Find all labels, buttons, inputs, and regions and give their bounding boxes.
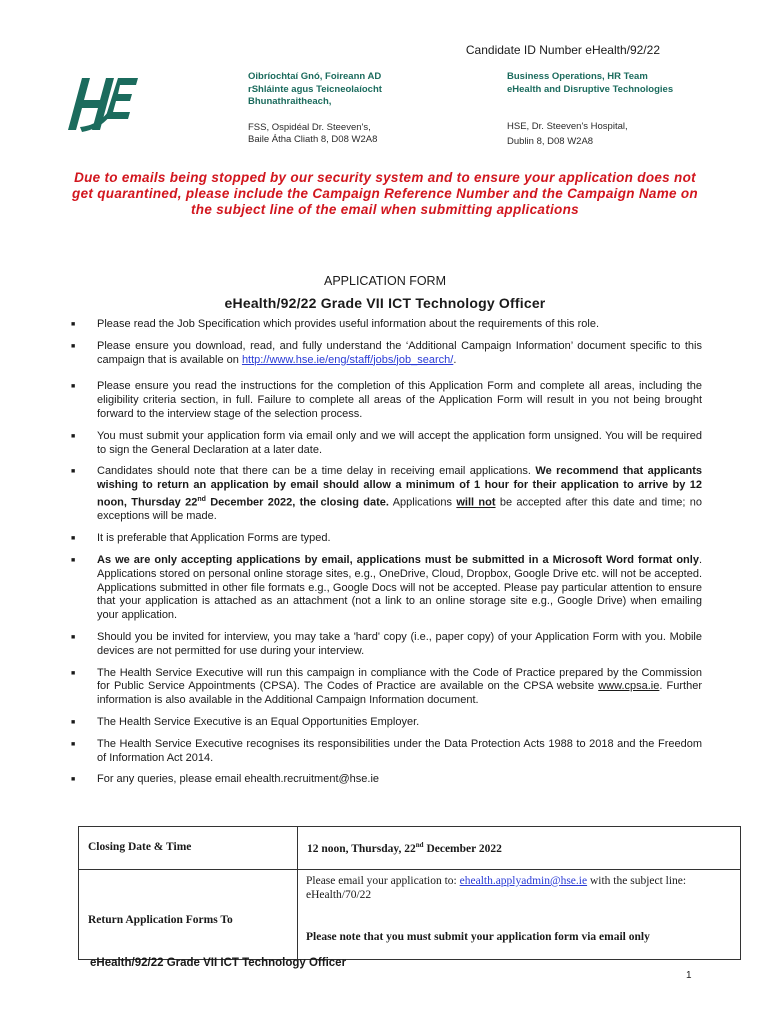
page-number: 1 <box>686 970 692 981</box>
org-irish-block <box>248 71 448 147</box>
security-warning: Due to emails being stopped by our security system and to ensure your application does not get quarantined, please include the Campaign Reference Number and the Campaign Name on the subject line of the email when submitting applications <box>72 170 698 217</box>
org-irish-line2: rShláinte agus Teicneolaíocht <box>248 83 382 95</box>
org-english-addr1: HSE, Dr. Steeven's Hospital, <box>507 121 628 132</box>
table-row <box>79 827 741 870</box>
org-english-line1: Business Operations, HR Team <box>507 71 648 82</box>
closing-date-label: Closing Date & Time <box>79 827 298 870</box>
form-heading: APPLICATION FORM <box>323 274 446 288</box>
list-item: ■ For any queries, please email ehealth.recruitment@hse.ie <box>71 773 380 786</box>
list-item: ■ Please read the Job Specification which provides useful information about the requirements of this role. <box>71 318 600 330</box>
list-item: ■ Please ensure you download, read, and fully understand the ‘Additional Campaign Information’ document specific to this campaign that is available on http://www.hse.ie/eng/staff/jobs/job_search/. <box>71 339 702 366</box>
application-info-table <box>78 826 741 960</box>
cpsa-link[interactable]: www.cpsa.ie <box>598 680 660 693</box>
instructions-list <box>62 318 702 787</box>
org-irish-line3: Bhunathraitheach, <box>248 96 332 107</box>
list-item: ■ The Health Service Executive will run this campaign in compliance with the Code of Practice prepared by the Commission for Public Service Appointments (CPSA). The Codes of Practice are available on the CPSA website www.cpsa.ie. Further information is also available in the Additional Campaign Information document. <box>71 666 702 707</box>
bullet-icon: ■ <box>71 669 76 677</box>
apply-email-link[interactable]: ehealth.applyadmin@hse.ie <box>459 874 588 887</box>
list-item: ■ Should you be invited for interview, you may take a 'hard' copy (i.e., paper copy) of your Application Form with you. Mobile devices are not permitted for use during your interview. <box>71 631 702 657</box>
bullet-icon: ■ <box>71 321 76 328</box>
list-item: ■ The Health Service Executive is an Equal Opportunities Employer. <box>71 715 420 728</box>
footer-title: eHealth/92/22 Grade VII ICT Technology Officer <box>90 957 347 969</box>
return-forms-value: Please email your application to: ehealth.applyadmin@hse.ie with the subject line: eHealth/70/22 Please note that you must submit your application form via email only <box>298 869 741 959</box>
org-irish-addr2: Baile Átha Cliath 8, D08 W2A8 <box>248 134 378 145</box>
list-item: ■ The Health Service Executive recognises its responsibilities under the Data Protection Acts 1988 to 2018 and the Freedom of Information Act 2014. <box>71 737 702 764</box>
bullet-icon: ■ <box>71 718 76 726</box>
org-english-line2: eHealth and Disruptive Technologies <box>507 83 674 95</box>
form-title: eHealth/92/22 Grade VII ICT Technology Officer <box>224 295 546 311</box>
bullet-icon: ■ <box>71 535 76 543</box>
closing-date-value: 12 noon, Thursday, 22nd December 2022 <box>298 827 741 870</box>
bullet-icon: ■ <box>71 634 76 641</box>
org-irish-addr1: FSS, Ospidéal Dr. Steeven's, <box>248 121 371 133</box>
list-item: ■ Please ensure you read the instructions for the completion of this Application Form and complete all areas, including the eligibility criteria section, in full. Failure to complete all areas of the Application Form will result in you not being brought forward to the interview stage of the selection process. <box>71 380 702 420</box>
list-item: ■ As we are only accepting applications by email, applications must be submitted in a Microsoft Word format only. Applications stored on personal online storage sites, e.g., OneDrive, Cloud, Dropbox, Google Drive etc. will not be accepted. Applications submitted in other file formats e.g., Google Docs will not be accepted. Please pay particular attention to ensure that your application is attached as an attachment (not a link to an online storage site e.g., Google Drive) when emailing your application. <box>71 554 702 622</box>
org-english-block <box>507 71 727 148</box>
list-item: ■ Candidates should note that there can be a time delay in receiving email applications. We recommend that applicants wishing to return an application by email should allow a minimum of 1 hour for their application to arrive by 12 noon, Thursday 22nd December 2022, the closing date. Applications will not be accepted after this date and time; no exceptions will be made. <box>71 465 703 523</box>
bullet-icon: ■ <box>71 740 76 748</box>
job-search-link[interactable]: http://www.hse.ie/eng/staff/jobs/job_search/ <box>241 353 454 366</box>
list-item: ■ You must submit your application form via email only and we will accept the application form unsigned. You will be required to sign the General Declaration at a later date. <box>71 429 702 456</box>
table-row <box>79 869 741 959</box>
org-irish-line1: Oibríochtaí Gnó, Foireann AD <box>248 71 382 82</box>
hse-logo <box>60 72 140 134</box>
return-forms-label: Return Application Forms To <box>79 869 298 959</box>
bullet-icon: ■ <box>71 468 76 476</box>
list-item: ■ It is preferable that Application Forms are typed. <box>71 532 331 545</box>
bullet-icon: ■ <box>71 432 76 440</box>
org-english-addr2: Dublin 8, D08 W2A8 <box>507 135 594 147</box>
candidate-id: Candidate ID Number eHealth/92/22 <box>465 43 660 57</box>
bullet-icon: ■ <box>71 557 76 565</box>
bullet-icon: ■ <box>71 342 76 350</box>
email-only-note: Please note that you must submit your application form via email only <box>306 930 650 943</box>
bullet-icon: ■ <box>71 776 76 784</box>
bullet-icon: ■ <box>71 383 76 391</box>
